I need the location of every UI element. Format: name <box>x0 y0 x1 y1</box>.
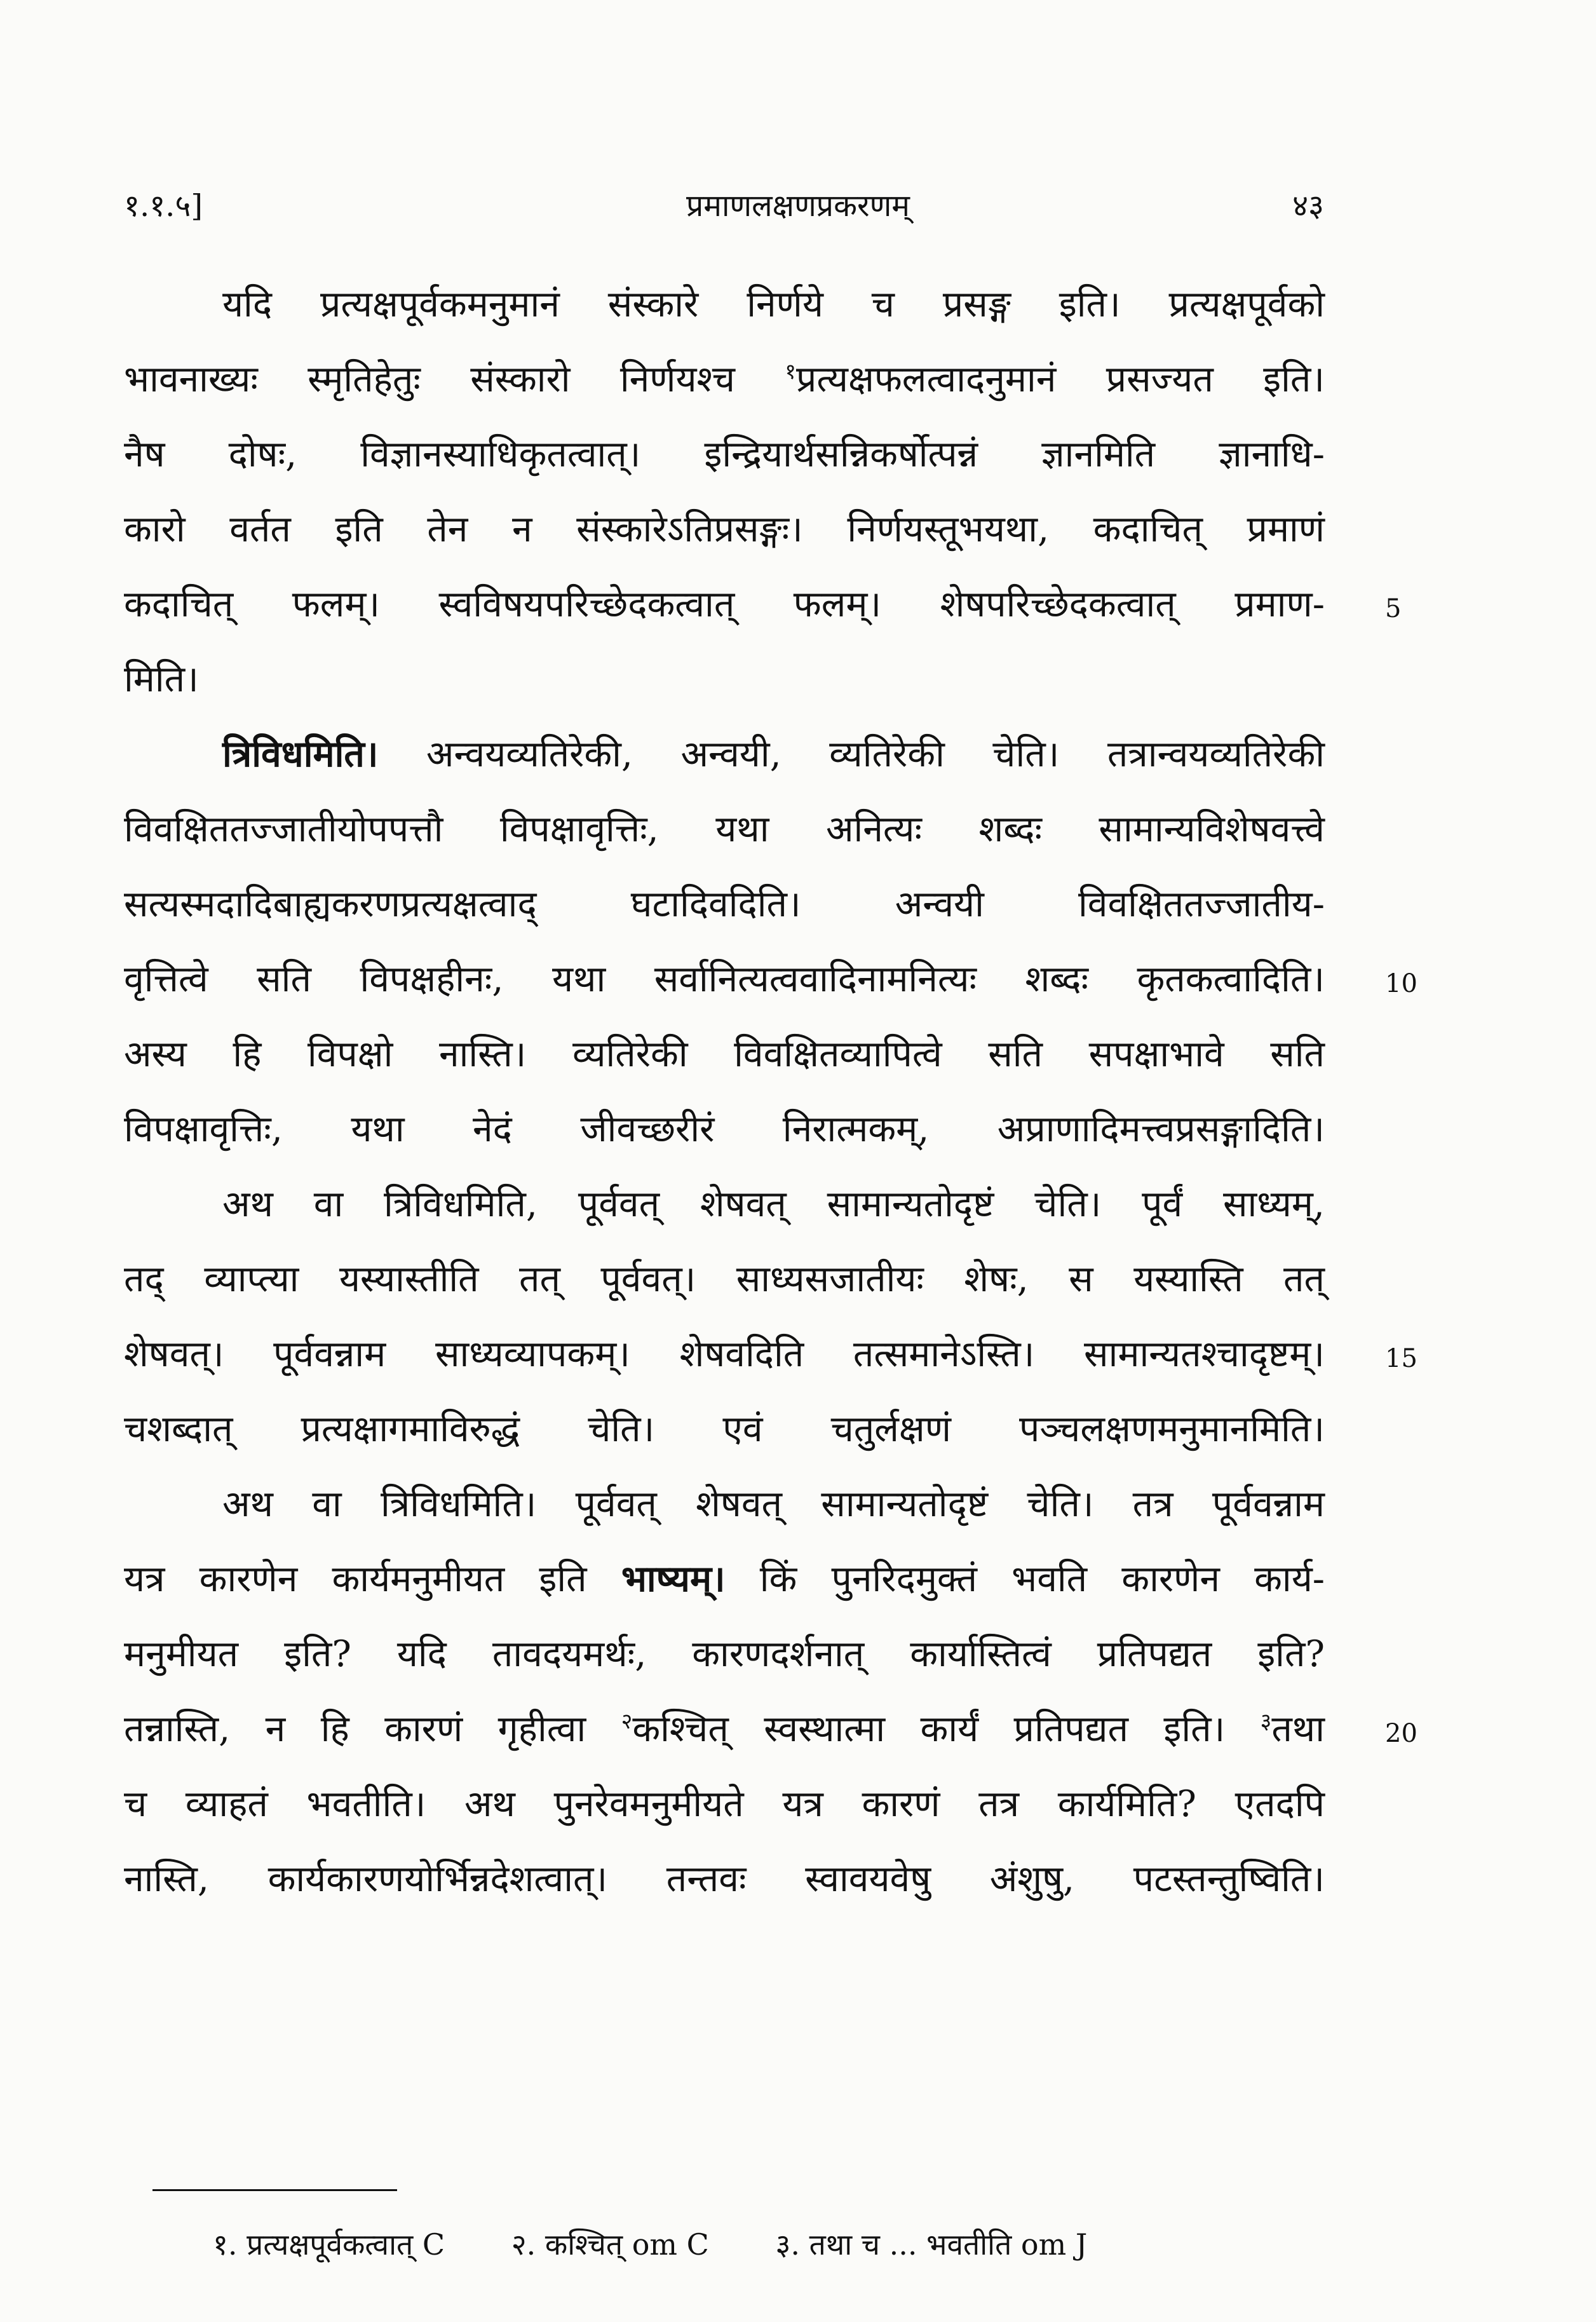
line-number: 5 <box>1385 594 1402 623</box>
text-line: अस्य हि विपक्षो नास्ति। व्यतिरेकी विवक्षितव्यापित्वे सति सपक्षाभावे सति <box>124 1033 1325 1075</box>
bold-term: भाष्यम्। <box>621 1558 726 1600</box>
line-number: 10 <box>1385 969 1417 998</box>
section-ref: १.१.५] <box>124 188 203 224</box>
text-line: भावनाख्यः स्मृतिहेतुः संस्कारो निर्णयश्च $^१$प्रत्यक्षफलत्वादनुमानं प्रसज्यत इति। <box>124 358 1325 400</box>
footnotes <box>213 2224 1144 2264</box>
text-line: विवक्षिततज्जातीयोपपत्तौ विपक्षावृत्तिः, यथा अनित्यः शब्दः सामान्यविशेषवत्त्वे <box>124 808 1325 850</box>
text-line: तद् व्याप्त्या यस्यास्तीति तत् पूर्ववत्। साध्यसजातीयः शेषः, स यस्यास्ति तत् <box>124 1258 1325 1300</box>
text-line: कदाचित् फलम्। स्वविषयपरिच्छेदकत्वात् फलम्। शेषपरिच्छेदकत्वात् प्रमाण- <box>124 583 1325 625</box>
text-line: शेषवत्। पूर्ववन्नाम साध्यव्यापकम्। शेषवदिति तत्समानेऽस्ति। सामान्यतश्चादृष्टम्। <box>124 1333 1325 1375</box>
footnote-ref: १ <box>785 359 796 384</box>
footnote: १. प्रत्यक्षपूर्वकत्वात् C <box>213 2227 445 2262</box>
running-header <box>0 184 1596 235</box>
text-line: च व्याहतं भवतीति। अथ पुनरेवमनुमीयते यत्र कारणं तत्र कार्यमिति? एतदपि <box>124 1783 1325 1825</box>
line-number: 15 <box>1385 1344 1417 1373</box>
bold-term: त्रिविधमिति। <box>222 733 379 775</box>
text-line: नैष दोषः, विज्ञानस्याधिकृतत्वात्। इन्द्रियार्थसन्निकर्षोत्पन्नं ज्ञानमिति ज्ञानाधि- <box>124 433 1325 475</box>
footnote-ref: २ <box>621 1709 633 1734</box>
footnote-ref: ३ <box>1260 1709 1272 1734</box>
text-line: यत्र कारणेन कार्यमनुमीयत इति भाष्यम्। किं पुनरिदमुक्तं भवति कारणेन कार्य- <box>124 1558 1325 1600</box>
footnote-divider <box>152 2189 397 2191</box>
text-line: तन्नास्ति, न हि कारणं गृहीत्वा $^२$कश्चित् स्वस्थात्मा कार्यं प्रतिपद्यत इति। $^३$तथा <box>124 1708 1325 1750</box>
line-number: 20 <box>1385 1719 1417 1748</box>
footnote: २. कश्चित् om C <box>511 2227 709 2262</box>
chapter-title: प्रमाणलक्षणप्रकरणम् <box>686 188 910 224</box>
text-line: चशब्दात् प्रत्यक्षागमाविरुद्धं चेति। एवं चतुर्लक्षणं पञ्चलक्षणमनुमानमिति। <box>124 1408 1325 1450</box>
text-line: अथ वा त्रिविधमिति, पूर्ववत् शेषवत् सामान्यतोदृष्टं चेति। पूर्वं साध्यम्, <box>222 1183 1325 1225</box>
page-number: ४३ <box>1292 188 1324 224</box>
text-line: नास्ति, कार्यकारणयोर्भिन्नदेशत्वात्। तन्तवः स्वावयवेषु अंशुषु, पटस्तन्तुष्विति। <box>124 1858 1325 1900</box>
text-line: सत्यस्मदादिबाह्यकरणप्रत्यक्षत्वाद् घटादिवदिति। अन्वयी विवक्षिततज्जातीय- <box>124 883 1325 925</box>
text-line: मिति। <box>124 658 199 700</box>
text-line: कारो वर्तत इति तेन न संस्कारेऽतिप्रसङ्गः। निर्णयस्तूभयथा, कदाचित् प्रमाणं <box>124 508 1325 550</box>
text-line: यदि प्रत्यक्षपूर्वकमनुमानं संस्कारे निर्णये च प्रसङ्ग इति। प्रत्यक्षपूर्वको <box>222 283 1325 325</box>
text-line: विपक्षावृत्तिः, यथा नेदं जीवच्छरीरं निरात्मकम्, अप्राणादिमत्त्वप्रसङ्गादिति। <box>124 1108 1325 1150</box>
text-line: त्रिविधमिति। अन्वयव्यतिरेकी, अन्वयी, व्यतिरेकी चेति। तत्रान्वयव्यतिरेकी <box>222 733 1325 775</box>
text-line: वृत्तित्वे सति विपक्षहीनः, यथा सर्वानित्यत्ववादिनामनित्यः शब्दः कृतकत्वादिति। <box>124 958 1325 1000</box>
footnote: ३. तथा च ... भवतीति om J <box>775 2227 1088 2262</box>
text-line: मनुमीयत इति? यदि तावदयमर्थः, कारणदर्शनात् कार्यास्तित्वं प्रतिपद्यत इति? <box>124 1633 1325 1675</box>
text-line: अथ वा त्रिविधमिति। पूर्ववत् शेषवत् सामान्यतोदृष्टं चेति। तत्र पूर्ववन्नाम <box>222 1483 1325 1525</box>
